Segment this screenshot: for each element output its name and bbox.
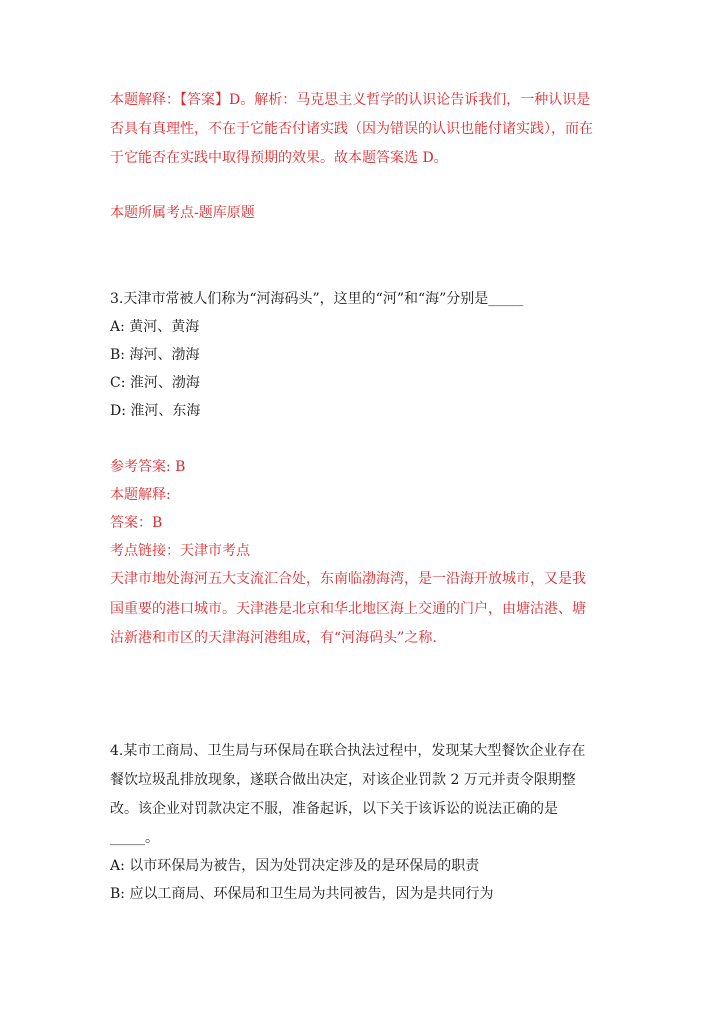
- question-4-stem-line-3: 改。该企业对罚款决定不服，准备起诉，以下关于该诉讼的说法正确的是: [110, 801, 558, 817]
- explanation-label: 本题解释:: [110, 487, 171, 503]
- topic-line: 本题所属考点-题库原题: [110, 205, 255, 221]
- question-3-explanation-line-2: 国重要的港口城市。天津港是北京和华北地区海上交通的门户，由塘沽港、塘: [110, 601, 586, 617]
- question-3-option-b: B: 海河、渤海: [110, 347, 200, 363]
- question-3-option-c: C: 淮河、渤海: [110, 375, 200, 391]
- question-3-stem: 3.天津市常被人们称为“河海码头”，这里的“河”和“海”分别是_____: [110, 291, 524, 307]
- question-4-option-b: B: 应以工商局、环保局和卫生局为共同被告，因为是共同行为: [110, 886, 494, 902]
- answer-line: 答案：B: [110, 515, 163, 531]
- question-4-stem-line-2: 餐饮垃圾乱排放现象，遂联合做出决定，对该企业罚款 2 万元并责令限期整: [110, 772, 576, 788]
- question-3-option-d: D: 淮河、东海: [110, 403, 201, 419]
- question-3-explanation-line-3: 沽新港和市区的天津海河港组成，有“河海码头”之称.: [110, 630, 437, 646]
- explanation-line-3: 于它能否在实践中取得预期的效果。故本题答案选 D。: [110, 150, 448, 166]
- question-3-explanation-line-1: 天津市地处海河五大支流汇合处，东南临渤海湾，是一沿海开放城市，又是我: [110, 571, 586, 587]
- question-3-option-a: A: 黄河、黄海: [110, 319, 200, 335]
- question-4-option-a: A: 以市环保局为被告，因为处罚决定涉及的是环保局的职责: [110, 858, 480, 874]
- question-4-stem-line-1: 4.某市工商局、卫生局与环保局在联合执法过程中，发现某大型餐饮企业存在: [110, 743, 586, 759]
- topic-link: 考点链接：天津市考点: [110, 543, 250, 559]
- explanation-line-1: 本题解释：【答案】D。解析：马克思主义哲学的认识论告诉我们，一种认识是: [110, 92, 591, 108]
- reference-answer: 参考答案: B: [110, 459, 186, 475]
- explanation-line-2: 否具有真理性，不在于它能否付诸实践（因为错误的认识也能付诸实践），而在: [110, 121, 593, 137]
- question-4-stem-line-4: _____。: [110, 830, 159, 846]
